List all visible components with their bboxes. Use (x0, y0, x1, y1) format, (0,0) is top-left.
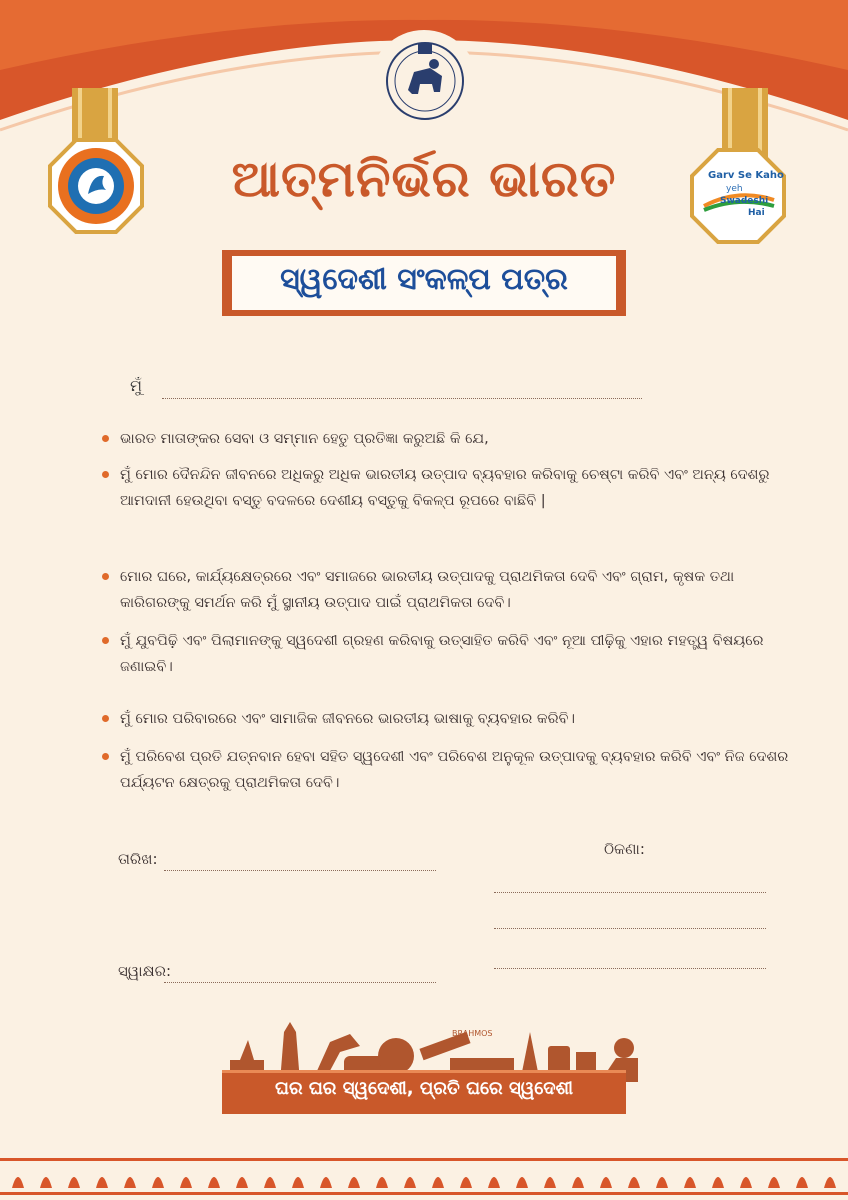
pledge-text: ଭାରତ ମାତାଙ୍କର ସେବା ଓ ସମ୍ମାନ ହେତୁ ପ୍ରତିଜ୍ଞା କରୁଅଛି କି ଯେ, (120, 431, 489, 447)
address-label: ଠିକଣା: (604, 840, 645, 858)
pledge-item (102, 744, 792, 796)
address-field-line-3[interactable] (494, 968, 766, 969)
pledge-text: ମୁଁ ମୋର ଦୈନନ୍ଦିନ ଜୀବନରେ ଅଧିକରୁ ଅଧିକ ଭାରତୀୟ ଉତ୍ପାଦ ବ୍ୟବହାର କରିବାକୁ ଚେଷ୍ଟା କରିବି ଏବଂ ଅନ୍ୟ ଦେଶରୁ ଆମଦାନୀ ହେଉଥିବା ବସ୍ତୁ ବଦଳରେ ଦେଶୀୟ ବସ୍ତୁକୁ ବିକଳ୍ପ ରୂପରେ ବାଛିବି | (120, 467, 770, 509)
page-title: ଆତ୍ମନିର୍ଭର ଭାରତ (231, 150, 617, 208)
address-field-line-1[interactable] (494, 892, 766, 893)
pledge-item (102, 628, 792, 680)
badge-line2: yeh (726, 184, 743, 194)
pledge-item (102, 426, 792, 452)
pledge-item (102, 706, 792, 732)
signature-label: ସ୍ୱାକ୍ଷର: (118, 962, 172, 980)
bullet-icon (102, 471, 109, 478)
subtitle: ସ୍ୱଦେଶୀ ସଂକଳ୍ପ ପତ୍ର (280, 262, 568, 297)
bullet-icon (102, 573, 109, 580)
pledge-text: ମୁଁ ପରିବେଶ ପ୍ରତି ଯତ୍ନବାନ ହେବା ସହିତ ସ୍ୱଦେଶୀ ଏବଂ ପରିବେଶ ଅନୁକୂଳ ଉତ୍ପାଦକୁ ବ୍ୟବହାର କରିବି ଏବଂ ନିଜ ଦେଶର ପର୍ଯ୍ୟଟନ କ୍ଷେତ୍ରକୁ ପ୍ରାଥମିକତା ଦେବି। (120, 749, 789, 791)
badge-line4: Hai (748, 208, 765, 218)
name-field[interactable] (162, 398, 642, 399)
slogan-text: ଘର ଘର ସ୍ୱଦେଶୀ, ପ୍ରତି ଘରେ ସ୍ୱଦେଶୀ (275, 1078, 573, 1099)
bullet-icon (102, 715, 109, 722)
badge-line3: Swadeshi (720, 196, 769, 206)
bullet-icon (102, 753, 109, 760)
pledge-item (102, 564, 792, 616)
signature-field[interactable] (164, 982, 436, 983)
brahmos-label: BRAHMOS (452, 1029, 493, 1038)
badge-line1: Garv Se Kaho (708, 170, 784, 181)
pledge-text: ମୁଁ ମୋର ପରିବାରରେ ଏବଂ ସାମାଜିକ ଜୀବନରେ ଭାରତୀୟ ଭାଷାକୁ ବ୍ୟବହାର କରିବି। (120, 711, 576, 727)
pledge-item (102, 462, 792, 514)
pledge-text: ମୋର ଘରେ, କାର୍ଯ୍ୟକ୍ଷେତ୍ରରେ ଏବଂ ସମାଜରେ ଭାରତୀୟ ଉତ୍ପାଦକୁ ପ୍ରାଥମିକତା ଦେବି ଏବଂ ଗ୍ରାମ, କୃଷକ ତଥା କାରିଗରଙ୍କୁ ସମର୍ଥନ କରି ମୁଁ ସ୍ଥାନୀୟ ଉତ୍ପାଦ ପାଇଁ ପ୍ରାଥମିକତା ଦେବି। (120, 569, 735, 611)
address-field-line-2[interactable] (494, 928, 766, 929)
date-field[interactable] (164, 870, 436, 871)
bottom-border-pattern (0, 1152, 848, 1200)
bullet-icon (102, 435, 109, 442)
bullet-icon (102, 637, 109, 644)
state-emblem-icon (384, 38, 466, 124)
name-label: ମୁଁ (130, 376, 142, 395)
date-label: ତାରିଖ: (118, 850, 158, 868)
pledge-text: ମୁଁ ଯୁବପିଢ଼ି ଏବଂ ପିଲାମାନଙ୍କୁ ସ୍ୱଦେଶୀ ଗ୍ରହଣ କରିବାକୁ ଉତ୍ସାହିତ କରିବି ଏବଂ ନୂଆ ପୀଢ଼ିକୁ ଏହାର ମହତ୍ତ୍ୱ ବିଷୟରେ ଜଣାଇବି। (120, 633, 764, 675)
